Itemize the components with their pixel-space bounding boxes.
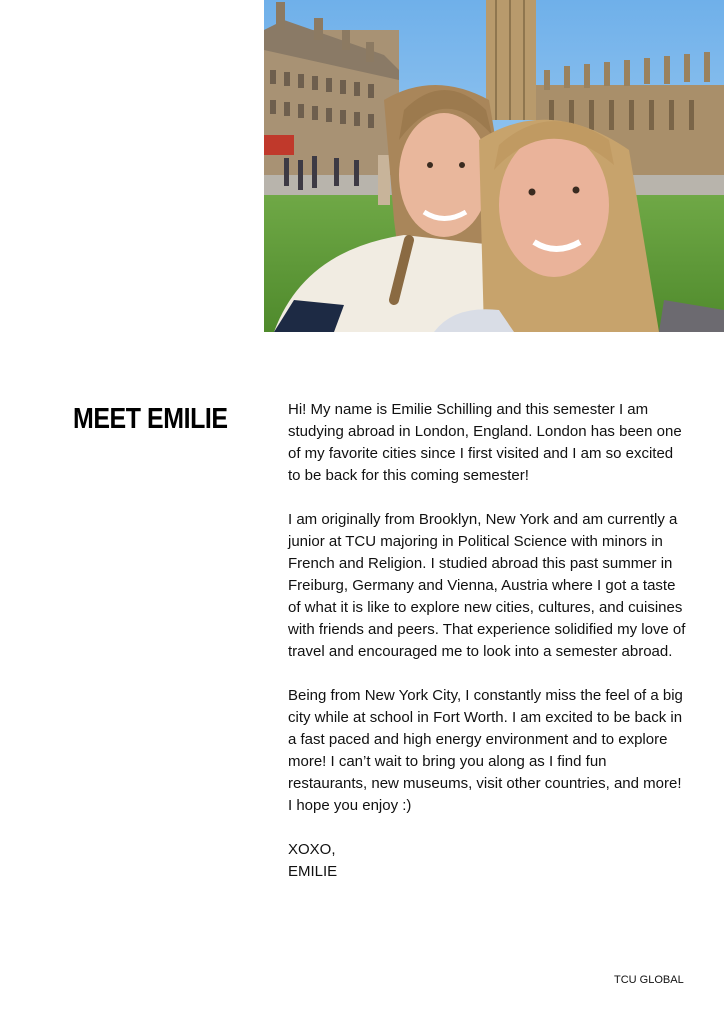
paragraph: Being from New York City, I constantly miss the feel of a big city while at school in Fort Worth. I am excited to be back in a fast paced and high energy environment and to explore more! I can’t wait to bring you along as I find fun restaurants, new museums, visit other countries, and more! I hope you enjoy :) — [288, 687, 683, 814]
footer-brand: TCU GLOBAL — [614, 974, 684, 986]
signoff-line: XOXO, — [288, 841, 336, 858]
page-title: MEET EMILIE — [73, 403, 228, 435]
intro-text — [288, 399, 688, 883]
signoff-name: EMILIE — [288, 863, 338, 880]
clock-tower — [486, 0, 536, 120]
paragraph: Hi! My name is Emilie Schilling and this semester I am studying abroad in London, England. London has been one of my favorite cities since I first visited and I am so excited to be back for this coming semester! — [288, 401, 682, 484]
signoff — [288, 839, 688, 883]
london-selfie-photo — [264, 0, 724, 332]
paragraph: I am originally from Brooklyn, New York and am currently a junior at TCU majoring in Political Science with minors in French and Religion. I studied abroad this past summer in Freiburg, Germany and Vienna, Austria where I got a taste of what it is like to explore new cities, cultures, and cuisines with friends and peers. That experience solidified my love of travel and encouraged me to look into a semester abroad. — [288, 511, 686, 660]
photo-illustration — [264, 0, 724, 332]
